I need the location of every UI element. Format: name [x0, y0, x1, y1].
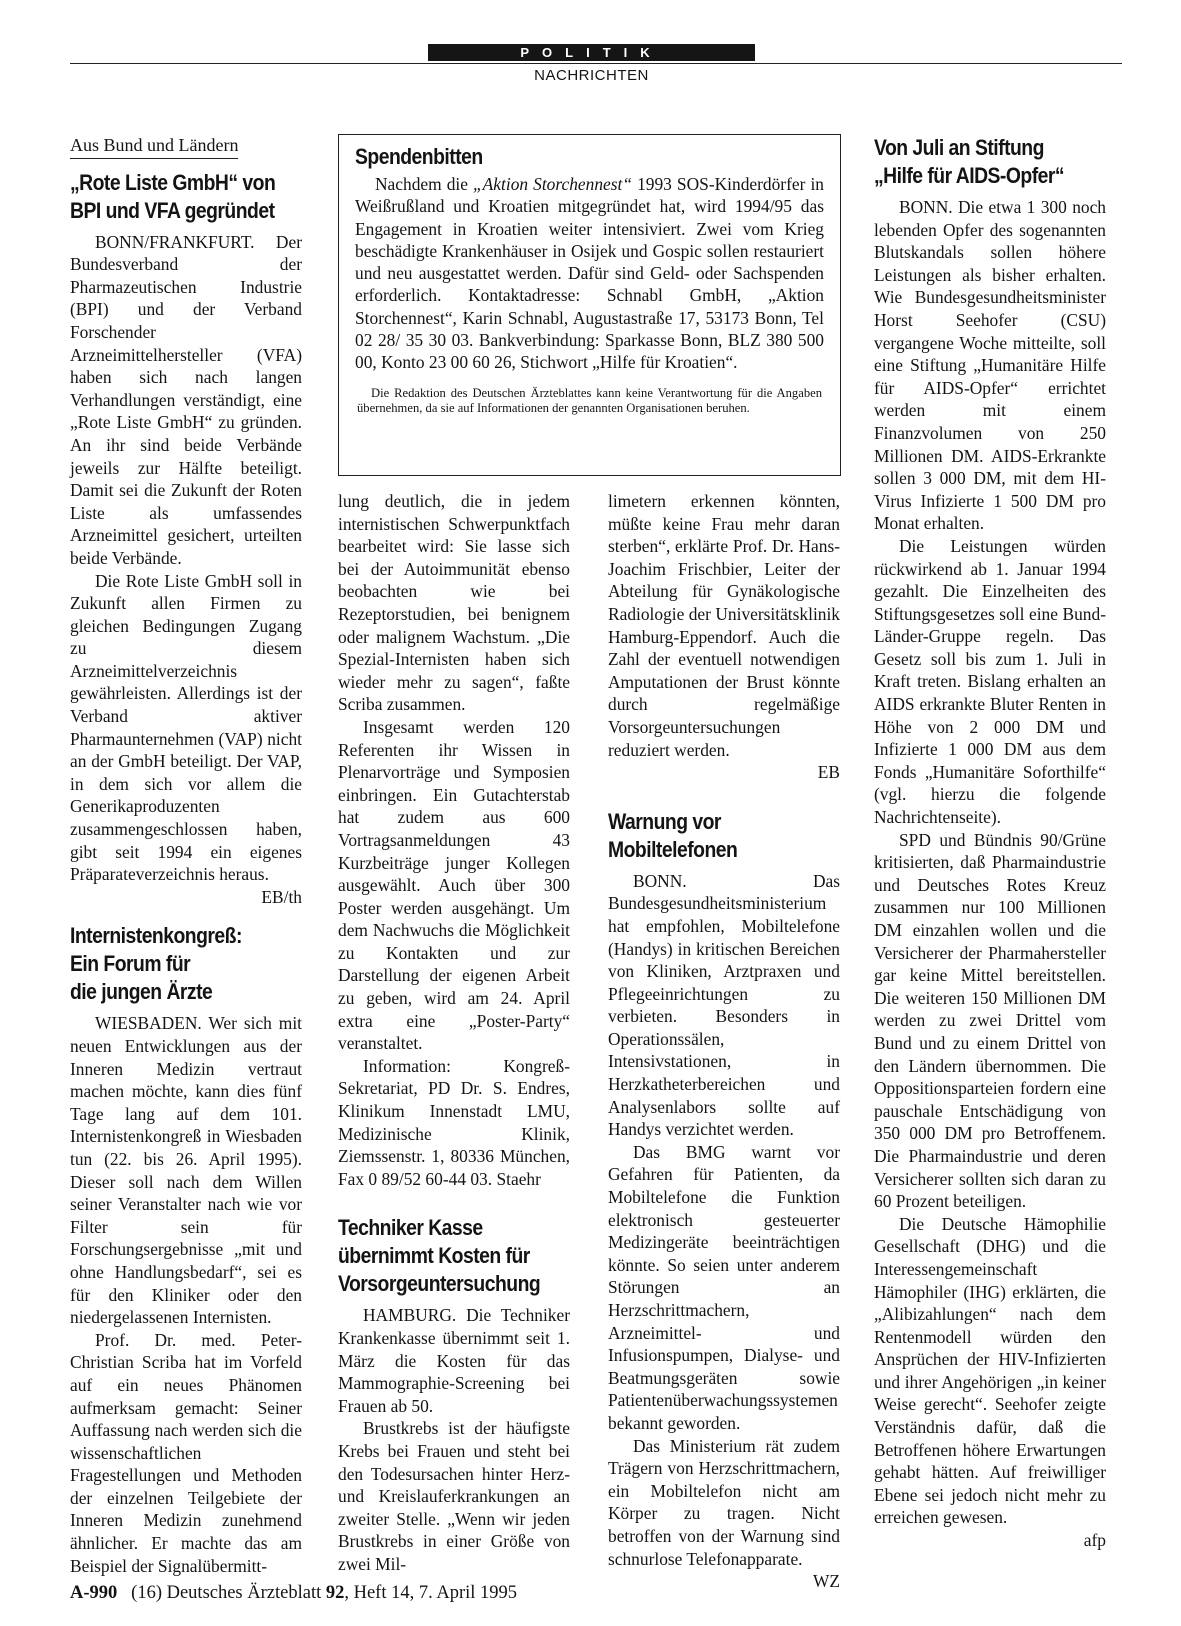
- article-headline: „Rote Liste GmbH“ von: [70, 169, 276, 195]
- column-2: [338, 490, 570, 1576]
- section-banner: POLITIK: [428, 44, 755, 61]
- kicker-label: Aus Bund und Ländern: [70, 134, 238, 159]
- box-disclaimer: Die Redaktion des Deutschen Ärzteblattes kann keine Verantwortung für die Angaben übernehmen, da sie auf Informationen der genannten Organisationen beruhen.: [357, 385, 822, 415]
- article-headline: Ein Forum für: [70, 951, 191, 977]
- author-signature: EB/th: [261, 886, 302, 907]
- article-paragraph: BONN/FRANKFURT. Der Bundesverband der Pharmazeutischen Industrie (BPI) und der Verband Forschender Arzneimittelhersteller (VFA) haben sich nach langen Verhandlungen verständigt, eine „Rote Liste GmbH“ zu gründen. An ihr sind beide Verbände jeweils zur Hälfte beteiligt. Damit sei die Zukunft der Roten Liste als umfassendes Arzneimittel gesichert, urteilten beide Verbände.: [70, 231, 302, 568]
- author-signature: WZ: [812, 1571, 840, 1592]
- author-signature: afp: [1083, 1530, 1106, 1551]
- header-rule: [70, 63, 1122, 64]
- article-paragraph: SPD und Bündnis 90/Grüne kritisierten, daß Pharmaindustrie und Deutsches Rotes Kreuz zusammen nur 100 Millionen DM einzahlen wollen und die Versicherer der Pharmahersteller gar keine Mittel bereitstellen. Die weiteren 150 Millionen DM werden zu zwei Drittel vom Bund und zu einem Drittel von den Ländern übernommen. Die Oppositionsparteien fordern eine pauschale Entschädigung von 350 000 DM pro Betroffenem. Die Pharmaindustrie und deren Versicherer sollten sich daran zu 60 Prozent beteiligen.: [874, 829, 1106, 1212]
- article-headline: Vorsorgeuntersuchung: [338, 1271, 541, 1297]
- article-headline: übernimmt Kosten für: [338, 1243, 530, 1269]
- article-paragraph: HAMBURG. Die Techniker Krankenkasse übernimmt seit 1. März die Kosten für das Mammographie-Screening bei Frauen ab 50.: [338, 1305, 570, 1416]
- article-paragraph: BONN. Das Bundesgesundheitsministerium hat empfohlen, Mobiltelefone (Handys) in kritischen Bereichen von Kliniken, Arztpraxen und Pflegeeinrichtungen zu verbieten. Besonders in Operationssälen, Intensivstationen, in Herzkatheterbereichen und Analysenlabors sollte auf Handys verzichtet werden.: [608, 870, 840, 1140]
- author-signature: Staehr: [496, 1168, 541, 1189]
- article-headline: „Hilfe für AIDS-Opfer“: [874, 163, 1065, 188]
- article-headline: BPI und VFA gegründet: [70, 197, 275, 223]
- column-1: [70, 134, 302, 1577]
- box-text: Nachdem die „Aktion Storchennest“ 1993 SOS-Kinderdörfer in Weißrußland und Kroatien mitgegründet hat, wird 1994/95 das Engagement in Kroatien weiter intensiviert. Zwei vom Krieg beschädigte Krankenhäuser in Osijek und Gospic sollen restauriert und neu ausgestattet werden. Dafür sind Geld- oder Sachspenden erforderlich. Kontaktadresse: Schnabl GmbH, „Aktion Storchennest“, Karin Schnabl, Augustastraße 17, 53173 Bonn, Tel 02 28/ 35 30 03. Bankverbindung: Sparkasse Bonn, BLZ 380 500 00, Konto 23 00 60 26, Stichwort „Hilfe für Kroatien“.: [355, 174, 824, 373]
- page-footer: [70, 1583, 517, 1604]
- page-number: A-990: [70, 1583, 118, 1603]
- article-paragraph: Insgesamt werden 120 Referenten ihr Wissen in Plenarvorträge und Symposien einbringen. Ein Gutachterstab hat zudem aus 600 Vortragsanmeldungen 43 Kurzbeiträge junger Kollegen ausgewählt. Auch über 300 Poster werden ausgehängt. Um dem Nachwuchs die Möglichkeit zu Kontakten und zur Darstellung der eigenen Arbeit zu geben, wird am 24. April extra eine „Poster-Party“ veranstaltet.: [338, 716, 570, 1054]
- issue-date: , Heft 14, 7. April 1995: [344, 1583, 518, 1603]
- article-paragraph: Die Deutsche Hämophilie Gesellschaft (DHG) und die Interessengemeinschaft Hämophiler (IHG) erklärten, die „Alibizahlungen“ nach dem Rentenmodell würden den Ansprüchen der HIV-Infizierten und ihrer Angehörigen „in keiner Weise gerecht“. Seehofer zeigte Verständnis dafür, daß die Betroffenen höhere Erwartungen gehabt hätten. Auf freiwilliger Ebene sei jedoch nicht mehr zu erreichen gewesen.: [874, 1213, 1106, 1528]
- article-headline: Von Juli an Stiftung: [874, 135, 1044, 160]
- column-4: [874, 134, 1106, 1552]
- article-paragraph: limetern erkennen könnten, müßte keine Frau mehr daran sterben“, erklärte Prof. Dr. Hans-Joachim Frischbier, Leiter der Abteilung für Gynäkologische Radiologie der Universitätsklinik Hamburg-Eppendorf. Auch die Zahl der eventuell notwendigen Amputationen der Brust könnte durch regelmäßige Vorsorgeuntersuchungen reduziert werden.: [608, 491, 840, 760]
- article-headline: Techniker Kasse: [338, 1215, 483, 1241]
- article-paragraph: Information: Kongreß-Sekretariat, PD Dr. S. Endres, Klinikum Innenstadt LMU, Medizinische Klinik, Ziemssenstr. 1, 80336 München, Fax 0 89/52 60-44 03. Staehr: [338, 1055, 570, 1189]
- article-paragraph: BONN. Die etwa 1 300 noch lebenden Opfer des sogenannten Blutskandals sollen höhere Leistungen als bisher erhalten. Wie Bundesgesundheitsminister Horst Seehofer (CSU) vergangene Woche mitteilte, soll eine Stiftung „Humanitäre Hilfe für AIDS-Opfer“ errichtet werden mit einem Finanzvolumen von 250 Millionen DM. AIDS-Erkrankte sollen 3 000 DM, mit dem HI-Virus Infizierte 1 500 DM pro Monat erhalten.: [874, 197, 1106, 534]
- article-paragraph: WIESBADEN. Wer sich mit neuen Entwicklungen aus der Inneren Medizin vertraut machen möchte, kann dies fünf Tage lang auf dem 101. Internistenkongreß in Wiesbaden tun (22. bis 26. April 1995). Dieser soll nach dem Willen seiner Veranstalter nach wie vor Filter sein für Forschungsergebnisse „mit und ohne Handlungsbedarf“, sei es für den Kliniker oder den niedergelassenen Internisten.: [70, 1013, 302, 1328]
- box-headline: Spendenbitten: [355, 144, 483, 169]
- subsection-label: NACHRICHTEN: [534, 67, 649, 84]
- donation-box: [338, 134, 841, 476]
- article-paragraph: Prof. Dr. med. Peter-Christian Scriba hat im Vorfeld auf ein neues Phänomen aufmerksam gemacht: Seiner Auffassung nach werden sich die wissenschaftlichen Fragestellungen und Methoden der einzelnen Teilgebiete der Inneren Medizin zunehmend ähnlicher. Er machte das am Beispiel der Signalübermitt-: [70, 1329, 302, 1576]
- article-paragraph: lung deutlich, die in jedem internistischen Schwerpunktfach bearbeitet wird: Sie lasse sich bei der Autoimmunität ebenso beobachten wie bei Rezeptorstudien, bei benignem oder malignem Wachstum. „Die Spezial-Internisten haben sich wieder mehr zu sagen“, faßte Scriba zusammen.: [338, 491, 570, 715]
- article-headline: Mobiltelefonen: [608, 836, 738, 862]
- article-headline: Internistenkongreß:: [70, 923, 242, 949]
- journal-name: (16) Deutsches Ärzteblatt: [131, 1583, 322, 1603]
- article-paragraph: Brustkrebs ist der häufigste Krebs bei Frauen und steht bei den Todesursachen hinter Herz- und Kreislauferkrankungen an zweiter Stelle. „Wenn wir jeden Brustkrebs in einer Größe von zwei Mil-: [338, 1418, 570, 1574]
- article-headline: Warnung vor: [608, 808, 721, 834]
- article-paragraph: Die Leistungen würden rückwirkend ab 1. Januar 1994 gezahlt. Die Einzelheiten des Stiftungsgesetzes soll eine Bund-Länder-Gruppe regeln. Das Gesetz soll bis zum 1. Juli in Kraft treten. Bislang erhalten an AIDS erkrankte Bluter Renten in Höhe von 2 000 DM und Infizierte 1 000 DM aus dem Fonds „Humanitäre Soforthilfe“ (vgl. hierzu die folgende Nachrichtenseite).: [874, 535, 1106, 828]
- article-paragraph: Das BMG warnt vor Gefahren für Patienten, da Mobiltelefone die Funktion elektronisch gesteuerter Medizingeräte beeinträchtigen könnte. So seien unter anderem Störungen an Herzschrittmachern, Arzneimittel- und Infusionspumpen, Dialyse- und Beatmungsgeräten sowie Patientenüberwachungssystemen bekannt geworden.: [608, 1141, 840, 1433]
- article-headline: die jungen Ärzte: [70, 979, 213, 1005]
- author-signature: EB: [817, 762, 840, 783]
- article-paragraph: Das Ministerium rät zudem Trägern von Herzschrittmachern, ein Mobiltelefon nicht am Körper zu tragen. Nicht betroffen von der Warnung sind schnurlose Telefonapparate.: [608, 1435, 840, 1569]
- article-paragraph: Die Rote Liste GmbH soll in Zukunft allen Firmen zu gleichen Bedingungen Zugang zu diesem Arzneimittelverzeichnis gewährleisten. Allerdings ist der Verband aktiver Pharmaunternehmen (VAP) nicht an der GmbH beteiligt. Der VAP, in dem sich vor allem die Generikaproduzenten zusammengeschlossen haben, gibt seit 1994 ein eigenes Präparateverzeichnis heraus.: [70, 570, 302, 885]
- column-3: [608, 490, 840, 1593]
- volume-number: 92: [325, 1583, 345, 1603]
